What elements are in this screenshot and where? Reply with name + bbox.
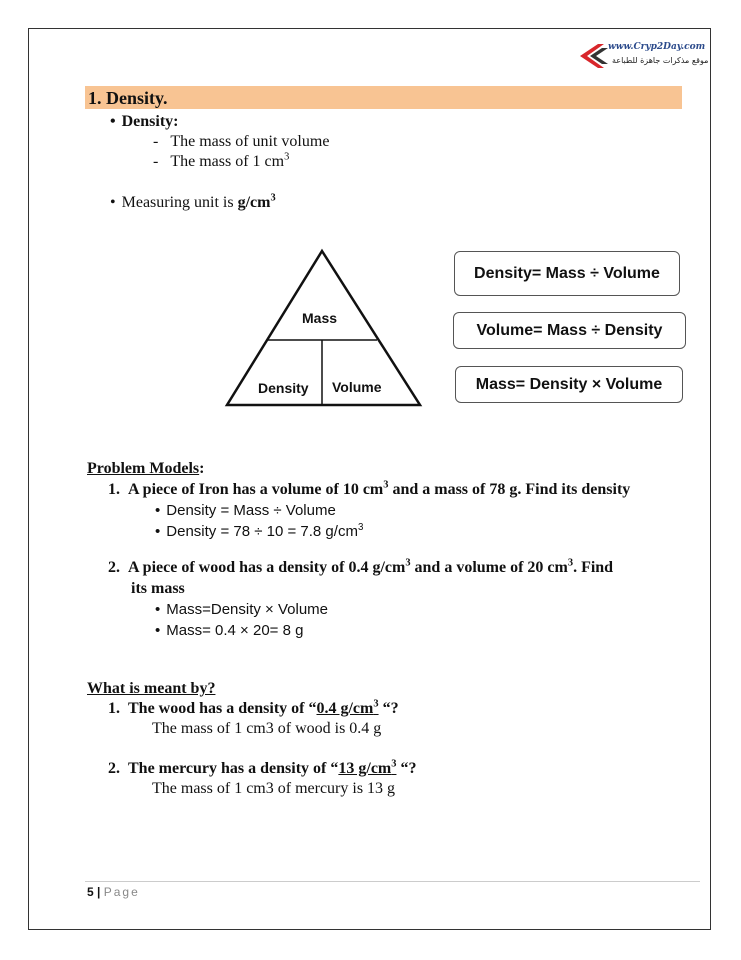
footer-divider xyxy=(85,881,700,882)
problem-2-step-1: • Mass=Density × Volume xyxy=(155,601,328,618)
triangle-label-density: Density xyxy=(258,380,309,396)
problem-models-heading: Problem Models: xyxy=(87,460,205,477)
triangle-label-volume: Volume xyxy=(332,379,382,395)
problem-1-question: 1. A piece of Iron has a volume of 10 $cm^3$ and a mass of 78 g. Find its density xyxy=(108,479,631,498)
logo-arabic-text: موقع مذكرات جاهزة للطباعة xyxy=(612,56,709,65)
density-triangle-diagram xyxy=(224,248,424,408)
section-title: 1. Density. xyxy=(88,88,168,108)
definition-item-1: - The mass of unit volume xyxy=(153,133,330,150)
problem-2-question-line-2: its mass xyxy=(131,580,185,597)
formula-volume: Volume= Mass ÷ Density xyxy=(453,312,686,349)
meaning-question-2: 2. The mercury has a density of “13 $g/cm^3$ “? xyxy=(108,758,417,777)
problem-1-step-2: • Density = 78 ÷ 10 = 7.8 $g/cm^3$ xyxy=(155,523,363,540)
page-footer xyxy=(87,885,140,899)
page-separator: | xyxy=(97,885,101,899)
site-logo[interactable] xyxy=(578,38,710,78)
section-highlight-bar xyxy=(85,86,682,109)
triangle-outline xyxy=(227,251,420,405)
logo-url: www.Cryp2Day.com xyxy=(608,42,706,52)
problem-2-question-line-1: 2. A piece of wood has a density of 0.4 $g/cm^3$ and a volume of 20 $cm^3$. Find xyxy=(108,557,614,576)
logo-chevron-icon xyxy=(578,40,610,72)
problem-2-step-2: • Mass= 0.4 × 20= 8 g xyxy=(155,622,303,639)
meaning-answer-2: The mass of 1 cm3 of mercury is 13 g xyxy=(152,780,396,797)
definition-heading: • Density: xyxy=(110,113,179,131)
meaning-answer-1: The mass of 1 cm3 of wood is 0.4 g xyxy=(152,720,382,737)
definition-item-2: - The mass of 1 $cm^3$ xyxy=(153,151,290,170)
formula-density: Density= Mass ÷ Volume xyxy=(454,251,680,296)
triangle-label-mass: Mass xyxy=(302,310,338,326)
meaning-heading: What is meant by? xyxy=(87,680,216,697)
formula-mass: Mass= Density × Volume xyxy=(455,366,683,403)
problem-1-step-1: • Density = Mass ÷ Volume xyxy=(155,502,336,519)
meaning-question-1: 1. The wood has a density of “0.4 $g/cm^3$ “? xyxy=(108,698,399,717)
measuring-unit: • Measuring unit is $g/cm^3$ xyxy=(110,194,276,212)
page-label: Page xyxy=(103,885,140,899)
page-number: 5 xyxy=(87,885,94,899)
